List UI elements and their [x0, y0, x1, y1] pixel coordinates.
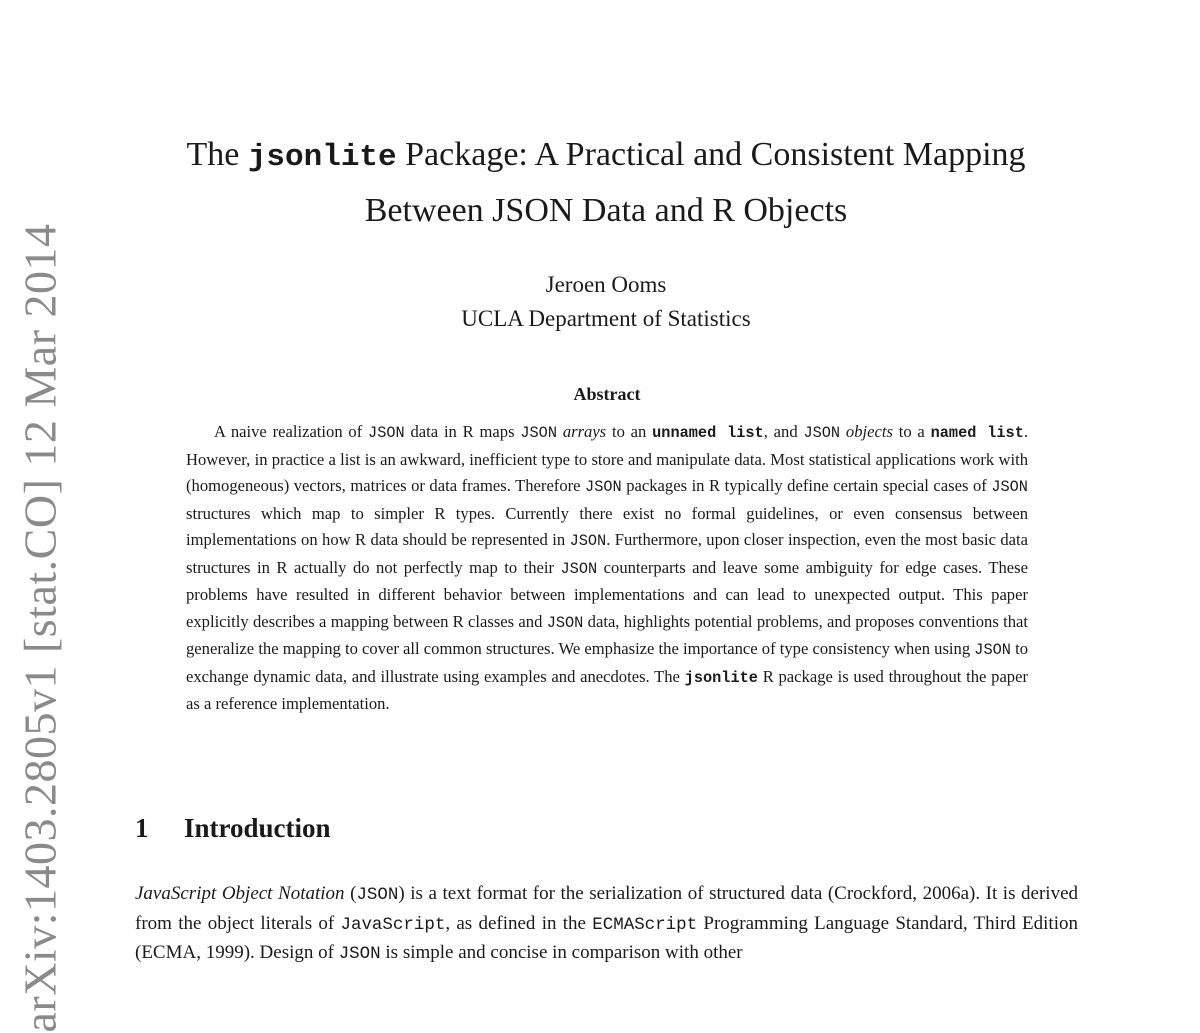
- section-title: Introduction: [184, 813, 331, 843]
- text-mono: JSON: [569, 532, 607, 550]
- text-mono: JSON: [803, 424, 841, 442]
- text-run: R package is used throughout the paper as a reference implementation.: [186, 666, 1028, 713]
- section-heading-introduction: [135, 813, 331, 844]
- introduction-paragraph: [135, 880, 1078, 969]
- text-run: data, highlights potential problems, and proposes conventions that generalize the mapping to cover all common structures. We emphasize the importance of type consistency when using: [186, 611, 1028, 658]
- text-run: is simple and concise in comparison with other: [380, 942, 743, 963]
- text-run: . Furthermore, upon closer inspection, even the most basic data structures in R actually do not perfectly map to their: [186, 530, 1028, 577]
- text-italic: arrays: [562, 422, 607, 441]
- text-mono: JavaScript: [340, 914, 446, 935]
- title-package-name: jsonlite: [247, 140, 397, 175]
- text-run: data in R maps: [404, 422, 521, 441]
- text-run: (: [344, 883, 357, 904]
- text-mono: JSON: [560, 559, 598, 578]
- abstract-body: [186, 419, 1028, 718]
- text-run: counterparts and leave some ambiguity for edge cases. These problems have resulted in different behavior between implementations and can lead to unexpected output. This paper explicitly describes a mapping between R classes and: [186, 557, 1028, 631]
- title-line1-rest: Package: A Practical and Consistent Mapping: [405, 136, 1026, 173]
- text-italic: JavaScript Object Notation: [135, 883, 345, 904]
- text-run: packages in R typically define certain special cases of: [621, 476, 992, 495]
- author-name: Jeroen Ooms: [545, 272, 667, 297]
- text-run: structures which map to simpler R types. Currently there exist no formal guidelines, or even consensus between implementations on how R data should be represented in: [186, 503, 1028, 549]
- text-mono: ECMAScript: [592, 914, 698, 935]
- text-italic: objects: [845, 422, 893, 441]
- text-mono: JSON: [368, 424, 405, 442]
- text-mono: JSON: [338, 944, 381, 964]
- text-run: to a: [892, 422, 931, 441]
- paper-title: [150, 128, 1062, 237]
- abstract-heading: Abstract: [573, 384, 641, 404]
- text-mono: JSON: [356, 885, 399, 905]
- text-run: ) is a text format for the serialization of structured data (Crockford, 2006a). It is derived from the object literals of: [135, 883, 1079, 934]
- text-run: . However, in practice a list is an awkward, inefficient type to store and manipulate data. Most statistical applications work with (homogeneous) vectors, matrices or data frames. Therefore: [186, 422, 1029, 495]
- text-mono: JSON: [520, 424, 557, 442]
- text-mono: JSON: [585, 478, 622, 496]
- title-prefix: The: [186, 136, 240, 173]
- text-mono: JSON: [991, 478, 1028, 496]
- text-mono: JSON: [546, 613, 584, 632]
- text-run: A naive realization of: [214, 422, 369, 441]
- section-number: 1: [135, 813, 149, 843]
- text-run: , as defined in the: [445, 912, 593, 934]
- arxiv-identifier-stamp: arXiv:1403.2805v1 [stat.CO] 12 Mar 2014: [14, 223, 66, 1033]
- text-run: , and: [763, 422, 804, 441]
- text-run: to exchange dynamic data, and illustrate using examples and anecdotes. The: [186, 639, 1029, 686]
- text-run: to an: [606, 422, 653, 441]
- text-mono-bold: unnamed list: [652, 424, 764, 442]
- text-mono-bold: jsonlite: [684, 668, 758, 687]
- title-line2: Between JSON Data and R Objects: [364, 192, 848, 229]
- author-affiliation: UCLA Department of Statistics: [461, 306, 751, 331]
- text-run: Programming Language Standard, Third Edition (ECMA, 1999). Design of: [135, 912, 1078, 963]
- text-mono: JSON: [974, 641, 1011, 659]
- text-mono-bold: named list: [930, 424, 1024, 442]
